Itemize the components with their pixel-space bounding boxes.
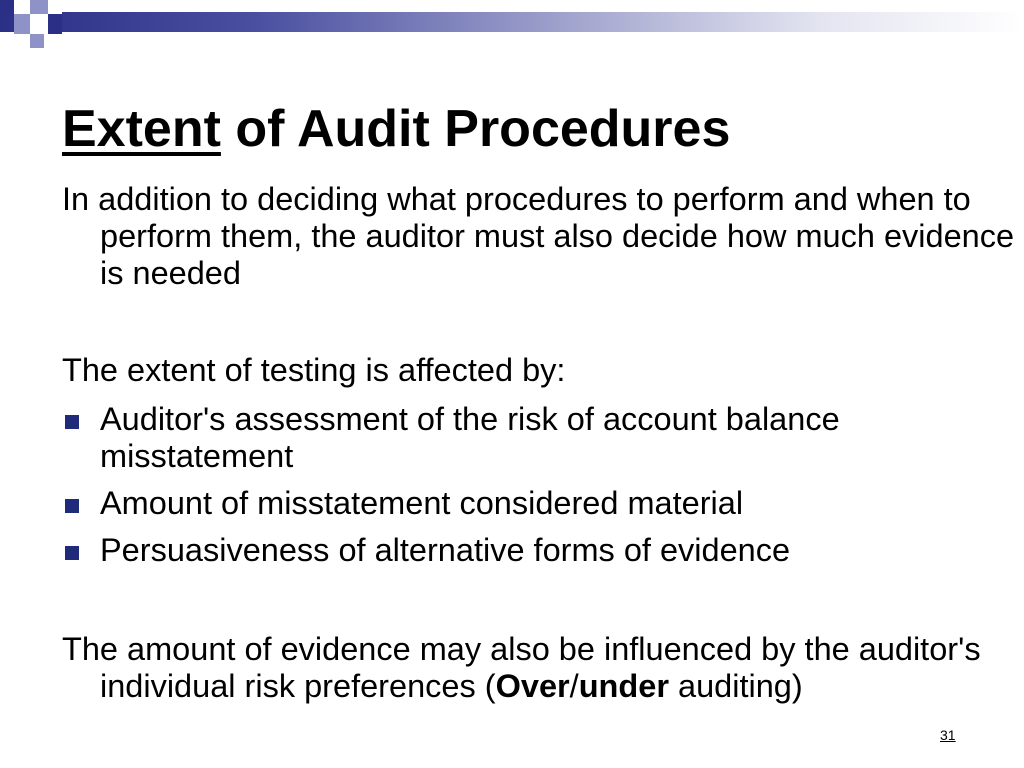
top-decorative-bar — [0, 12, 1024, 32]
list-item-text: Amount of misstatement considered material — [100, 485, 744, 521]
closing-bold-under: under — [578, 668, 669, 704]
decorative-square — [48, 14, 62, 34]
title-rest: of Audit Procedures — [220, 100, 731, 158]
decorative-square — [14, 0, 30, 14]
factor-list — [62, 401, 982, 579]
list-item — [62, 401, 982, 475]
closing-paragraph — [62, 631, 1020, 705]
slide-title — [62, 96, 730, 162]
decorative-square — [0, 0, 14, 14]
lead-paragraph: The extent of testing is affected by: — [62, 352, 566, 388]
list-item — [62, 532, 982, 569]
page-number: 31 — [940, 727, 956, 743]
square-bullet-icon — [65, 415, 79, 429]
closing-slash: / — [569, 668, 579, 704]
list-item-text: Persuasiveness of alternative forms of evidence — [100, 532, 791, 568]
square-bullet-icon — [65, 499, 79, 513]
title-underlined-word: Extent — [62, 100, 221, 158]
decorative-square — [30, 14, 48, 34]
closing-bold-over: Over — [495, 668, 570, 704]
closing-tail: auditing) — [668, 668, 803, 704]
decorative-square — [30, 34, 44, 48]
decorative-square — [48, 0, 62, 14]
decorative-square — [14, 14, 30, 34]
intro-paragraph: In addition to deciding what procedures to perform and when to perform them, the auditor must also decide how much evidence is needed — [62, 181, 1015, 291]
decorative-square — [30, 0, 48, 14]
square-bullet-icon — [65, 546, 79, 560]
list-item — [62, 485, 982, 522]
list-item-text: Auditor's assessment of the risk of account balance misstatement — [100, 401, 840, 474]
closing-text: The amount of evidence may also be influenced by the auditor's individual risk preferences ( — [62, 631, 981, 704]
